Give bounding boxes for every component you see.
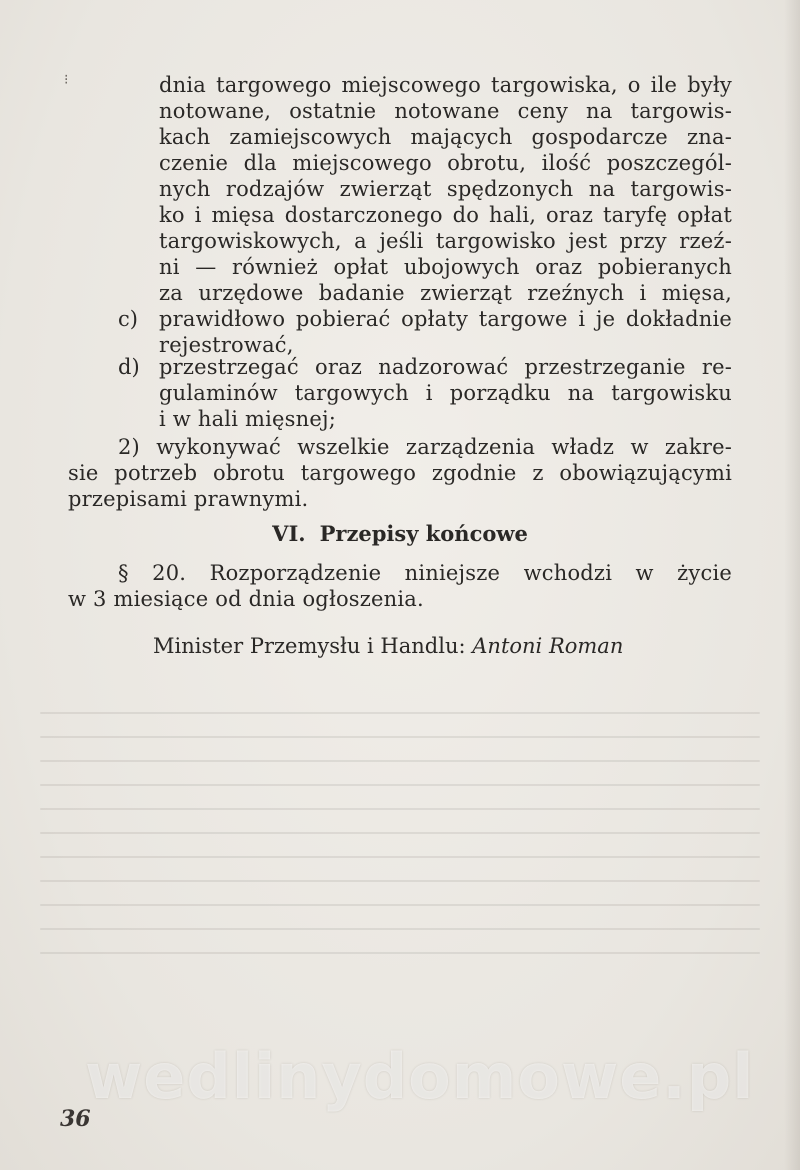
point-2-line: 2) wykonywać wszelkie zarządzenia władz w zakre-	[118, 435, 732, 459]
paragraph-20-line: § 20. Rozporządzenie niniejsze wchodzi w życie	[118, 561, 732, 585]
item-d-line: i w hali mięsnej;	[159, 407, 336, 431]
list-marker-c: c)	[118, 307, 138, 331]
section-title: Przepisy końcowe	[319, 521, 528, 546]
item-c-line: rejestrować,	[159, 333, 294, 357]
list-marker-d: d)	[118, 355, 140, 379]
bleed-through-text	[40, 690, 760, 1030]
text-line: dnia targowego miejscowego targowiska, o ile były	[159, 73, 732, 97]
text-line: ko i mięsa dostarczonego do hali, oraz taryfę opłat	[159, 203, 732, 227]
signature-name: Antoni Roman	[472, 634, 624, 658]
text-line: nych rodzajów zwierząt spędzonych na targowis-	[159, 177, 732, 201]
signature	[153, 632, 623, 660]
watermark: wedlinydomowe.pl	[85, 1040, 755, 1113]
text-line: targowiskowych, a jeśli targowisko jest przy rzeź-	[159, 229, 732, 253]
paragraph-20-line: w 3 miesiące od dnia ogłoszenia.	[68, 587, 424, 611]
point-2-line: przepisami prawnymi.	[68, 487, 309, 511]
section-heading	[0, 520, 800, 548]
page-number: 36	[60, 1106, 91, 1132]
text-line: kach zamiejscowych mających gospodarcze zna-	[159, 125, 732, 149]
text-line: notowane, ostatnie notowane ceny na targowis-	[159, 99, 732, 123]
text-line: za urzędowe badanie zwierząt rzeźnych i mięsa,	[159, 281, 732, 305]
item-d-line: gulaminów targowych i porządku na targowisku	[159, 381, 732, 405]
signature-role: Minister Przemysłu i Handlu:	[153, 634, 466, 658]
point-2-line: sie potrzeb obrotu targowego zgodnie z obowiązującymi	[68, 461, 732, 485]
margin-mark-icon: ⁝	[64, 72, 69, 88]
text-line: czenie dla miejscowego obrotu, ilość poszczegól-	[159, 151, 732, 175]
item-d-line: przestrzegać oraz nadzorować przestrzeganie re-	[159, 355, 732, 379]
section-number: VI.	[272, 521, 306, 546]
text-line: ni — również opłat ubojowych oraz pobieranych	[159, 255, 732, 279]
item-c-line: prawidłowo pobierać opłaty targowe i je dokładnie	[159, 307, 732, 331]
